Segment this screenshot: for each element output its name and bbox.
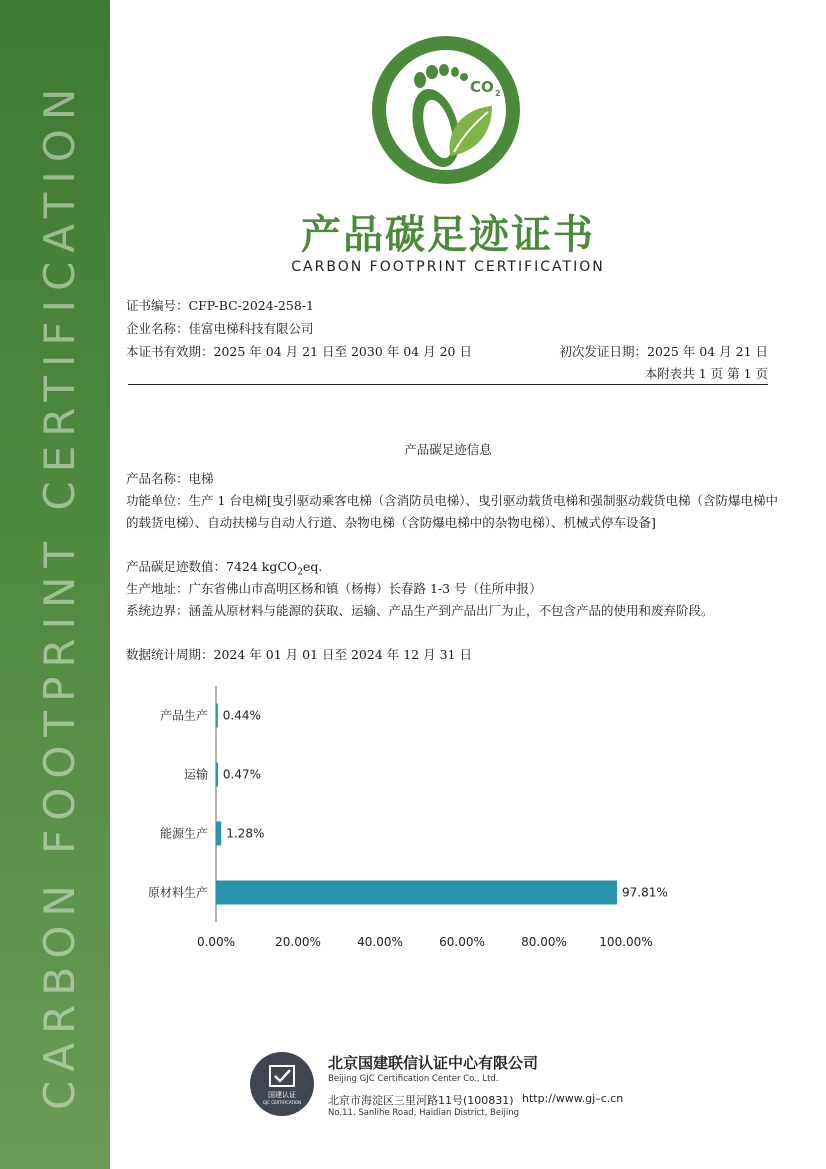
- functional-unit: [113, 490, 782, 534]
- bar: [216, 704, 218, 728]
- value-label: 0.44%: [222, 708, 261, 723]
- system-boundary: 系统边界：涵盖从原材料与能源的获取、运输、产品生产到产品出厂为止，不包含产品的使用和废弃阶段。: [126, 603, 714, 618]
- org-name-cn: 北京国建联信认证中心有限公司: [328, 1054, 539, 1072]
- product-name: 产品名称：电梯: [126, 471, 214, 486]
- value-label: 97.81%: [622, 885, 668, 900]
- bar: [216, 763, 218, 787]
- org-address-en: No.11, Sanlihe Road, Haidian District, Beijing: [328, 1108, 519, 1118]
- seal-icon: [250, 1052, 314, 1116]
- x-tick-label: 100.00%: [599, 935, 653, 949]
- footprint-leaf-icon: [368, 30, 524, 192]
- page-title: 产品碳足迹证书: [301, 211, 595, 258]
- side-band: [0, 0, 110, 1169]
- footprint-label: 产品碳足迹数值：7424 kgCO: [126, 559, 298, 574]
- value-label: 0.47%: [222, 767, 262, 782]
- validity-period: 本证书有效期：2025 年 04 月 21 日至 2030 年 04 月 20 日: [126, 344, 472, 359]
- x-tick-label: 60.00%: [439, 935, 485, 949]
- x-tick-label: 0.00%: [196, 935, 236, 949]
- category-label: 产品生产: [159, 708, 208, 723]
- co2-subscript: 2: [495, 89, 501, 98]
- bar: [216, 822, 221, 846]
- x-tick-label: 40.00%: [357, 935, 403, 949]
- footprint-unit: eq.: [302, 559, 323, 574]
- production-address: 生产地址：广东省佛山市高明区杨和镇（杨梅）长春路 1-3 号（住所申报）: [126, 581, 542, 596]
- org-website-link[interactable]: http://www.gj–c.cn: [522, 1092, 624, 1105]
- category-label: 原材料生产: [147, 885, 208, 900]
- divider: [128, 384, 768, 385]
- first-issue-date: 初次发证日期：2025 年 04 月 21 日: [559, 344, 768, 359]
- bar: [216, 881, 617, 905]
- section-title: 产品碳足迹信息: [404, 442, 492, 457]
- seal-subtext: GJC CERTIFICATION: [262, 1100, 302, 1105]
- seal-text: 国建认证: [268, 1091, 296, 1099]
- org-name-en: Beijing GJC Certification Center Co., Ltd.: [328, 1074, 499, 1084]
- contribution-chart: [130, 680, 690, 960]
- page-subtitle: CARBON FOOTPRINT CERTIFICATION: [291, 259, 605, 275]
- company-name: 企业名称：佳富电梯科技有限公司: [126, 321, 314, 336]
- co2-label: CO: [470, 78, 494, 96]
- org-address-cn: 北京市海淀区三里河路11号(100831): [328, 1094, 514, 1107]
- cert-number: 证书编号：CFP-BC-2024-258-1: [126, 298, 314, 313]
- x-tick-label: 80.00%: [521, 935, 567, 949]
- statistics-period: 数据统计周期：2024 年 01 月 01 日至 2024 年 12 月 31 日: [126, 647, 472, 662]
- value-label: 1.28%: [226, 826, 265, 841]
- side-band-text: CARBON FOOTPRINT CERTIFICATION: [35, 79, 84, 1110]
- category-label: 运输: [183, 767, 208, 782]
- page-count: 本附表共 1 页 第 1 页: [644, 366, 768, 381]
- category-label: 能源生产: [159, 826, 208, 841]
- x-tick-label: 20.00%: [275, 935, 321, 949]
- footprint-subscript: 2: [297, 567, 303, 578]
- functional-unit-text: 功能单位：生产 1 台电梯[曳引驱动乘客电梯（含消防员电梯）、曳引驱动载货电梯和强制驱动载货电梯（含防爆电梯中的载货电梯）、自动扶梯与自动人行道、杂物电梯（含防爆电梯中的杂物电梯）、机械式停车设备]: [126, 493, 779, 530]
